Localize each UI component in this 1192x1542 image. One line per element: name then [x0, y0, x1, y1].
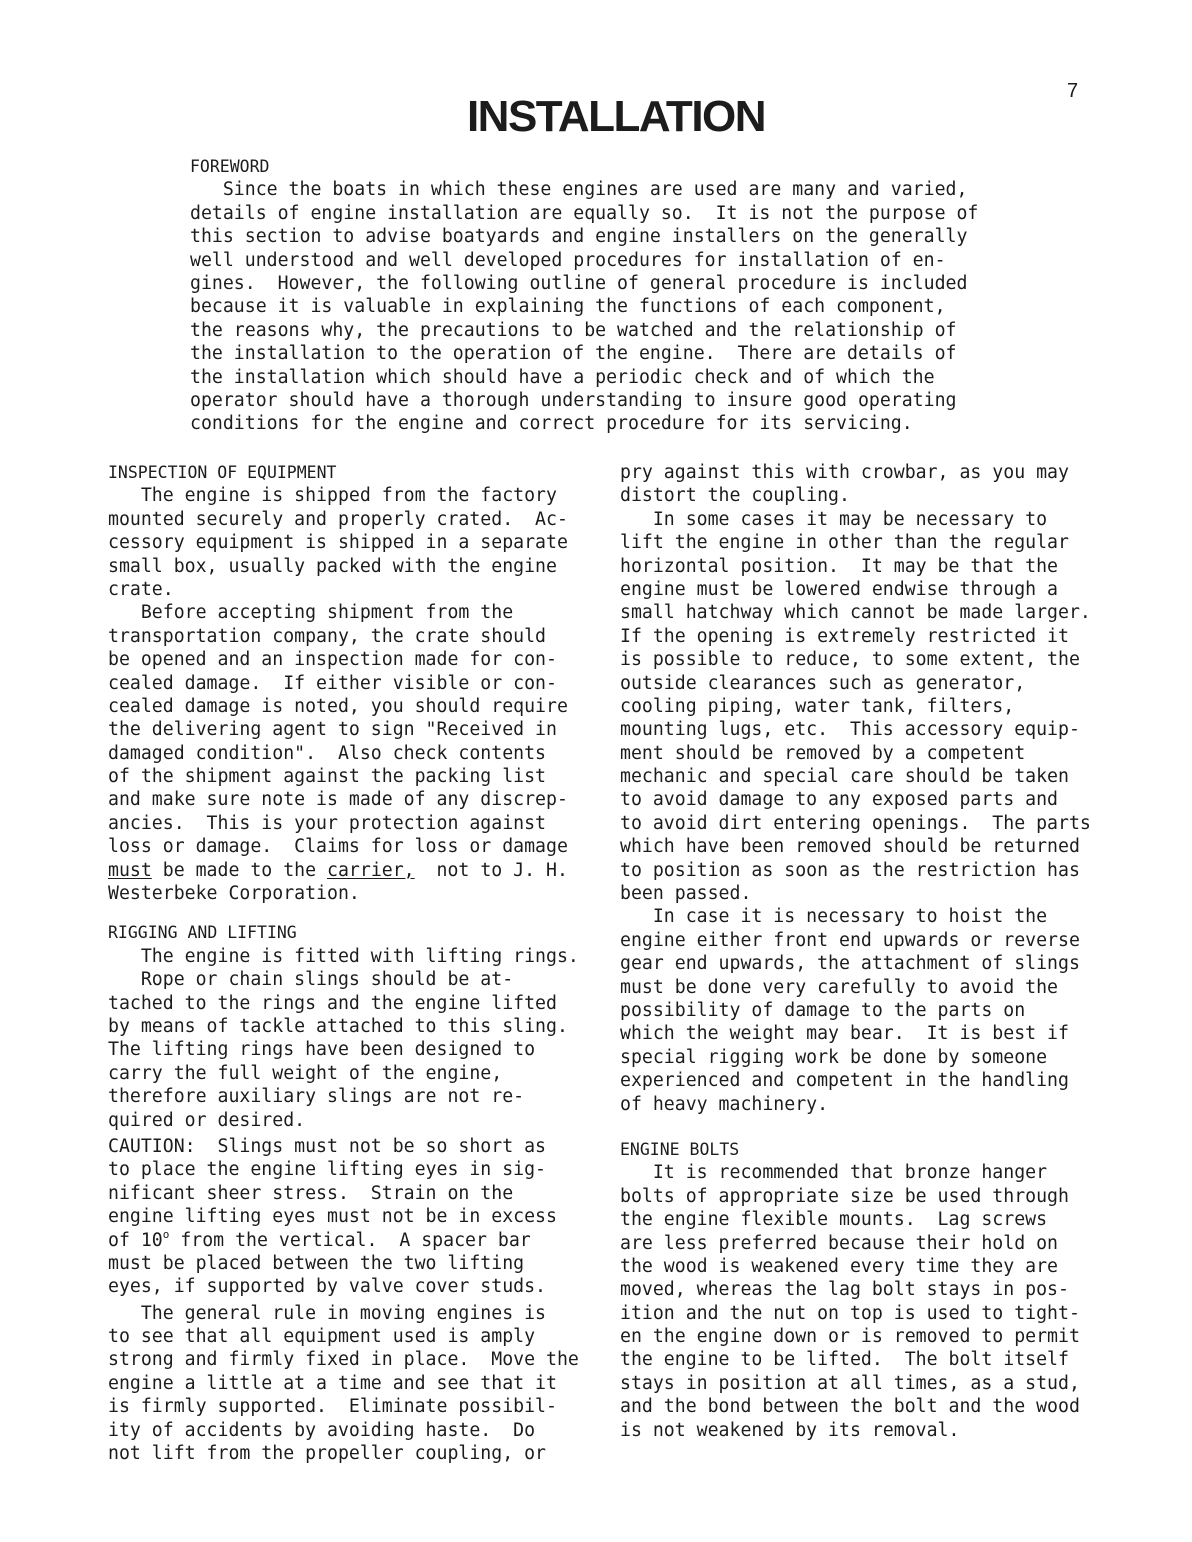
general-rule-line: engine a little at a time and see that it [108, 1372, 557, 1394]
inspection-line: mounted securely and properly crated. Ac- [108, 508, 568, 530]
foreword-line: the reasons why, the precautions to be watched and the relationship of [190, 319, 957, 341]
foreword-line: operator should have a thorough understanding to insure good operating [190, 389, 957, 411]
foreword-line: conditions for the engine and correct procedure for its servicing. [190, 413, 913, 435]
caution-line: nificant sheer stress. Strain on the [108, 1182, 514, 1204]
engine-bolts-line: stays in position at all times, as a stud, [620, 1372, 1080, 1394]
continued-line: engine must be lowered endwise through a [620, 578, 1058, 600]
foreword-heading: FOREWORD [190, 157, 270, 176]
continued-line: outside clearances such as generator, [620, 672, 1026, 694]
left-column [108, 461, 628, 1465]
foreword-line: this section to advise boatyards and engine installers on the generally [190, 226, 968, 248]
foreword-line: the installation to the operation of the engine. There are details of [190, 343, 957, 365]
inspection-heading: INSPECTION OF EQUIPMENT [108, 463, 337, 482]
inspection-line: the delivering agent to sign "Received in [108, 719, 557, 741]
engine-bolts-line: the engine to be lifted. The bolt itself [620, 1349, 1069, 1371]
general-rule-line: is firmly supported. Eliminate possibil- [108, 1396, 557, 1418]
engine-bolts-line: bolts of appropriate size be used through [620, 1185, 1069, 1207]
page-title: INSTALLATION [466, 92, 766, 141]
continued-line: horizontal position. It may be that the [620, 555, 1058, 577]
engine-bolts-line: en the engine down or is removed to permit [620, 1326, 1080, 1348]
continued-line: is possible to reduce, to some extent, the [620, 649, 1080, 671]
continued-line: cooling piping, water tank, filters, [620, 695, 1015, 717]
caution-line: must be placed between the two lifting [108, 1252, 525, 1274]
inspection-line: ancies. This is your protection against [108, 812, 546, 834]
rigging-line: tached to the rings and the engine lifted [108, 992, 557, 1014]
underlined-carrier: carrier, [327, 859, 415, 881]
continued-line: must be done very carefully to avoid the [620, 976, 1058, 998]
spacer [620, 1116, 1140, 1138]
inline-text: not to J. H. [414, 859, 568, 881]
foreword-line: Since the boats in which these engines are used are many and varied, [190, 179, 968, 201]
continued-line: In case it is necessary to hoist the [620, 906, 1048, 928]
continued-line: distort the coupling. [620, 485, 850, 507]
continued-line: which the weight may bear. It is best if [620, 1023, 1069, 1045]
continued-line: lift the engine in other than the regular [620, 532, 1069, 554]
rigging-line: therefore auxiliary slings are not re- [108, 1086, 525, 1108]
general-rule-line: The general rule in moving engines is [108, 1302, 546, 1324]
engine-bolts-line: ition and the nut on top is used to tight- [620, 1302, 1080, 1324]
caution-line: to place the engine lifting eyes in sig- [108, 1159, 546, 1181]
engine-bolts-line: are less preferred because their hold on [620, 1232, 1058, 1254]
engine-bolts-line: the engine flexible mounts. Lag screws [620, 1209, 1048, 1231]
inspection-line: Before accepting shipment from the [108, 602, 514, 624]
continued-line: In some cases it may be necessary to [620, 508, 1048, 530]
caution-line: engine lifting eyes must not be in excess [108, 1206, 557, 1228]
continued-line: gear end upwards, the attachment of slings [620, 953, 1080, 975]
inspection-line: The engine is shipped from the factory [108, 485, 557, 507]
engine-bolts-line: is not weakened by its removal. [620, 1419, 960, 1441]
inspection-line: of the shipment against the packing list [108, 766, 546, 788]
inspection-line: Westerbeke Corporation. [108, 883, 360, 905]
inspection-line: loss or damage. Claims for loss or damage [108, 836, 568, 858]
rigging-line: carry the full weight of the engine, [108, 1062, 503, 1084]
inspection-line-underlined [108, 859, 628, 882]
rigging-line: The lifting rings have been designed to [108, 1039, 536, 1061]
foreword-line: the installation which should have a periodic check and of which the [190, 366, 935, 388]
rigging-line: quired or desired. [108, 1109, 306, 1131]
continued-line: to avoid dirt entering openings. The parts [620, 812, 1091, 834]
rigging-heading: RIGGING AND LIFTING [108, 923, 297, 943]
continued-line: ment should be removed by a competent [620, 742, 1026, 764]
general-rule-line: ity of accidents by avoiding haste. Do [108, 1419, 536, 1441]
rigging-line: The engine is fitted with lifting rings. [108, 945, 579, 967]
caution-line: CAUTION: Slings must not be so short as [108, 1135, 546, 1157]
general-rule-line: to see that all equipment used is amply [108, 1326, 536, 1348]
inspection-line: be opened and an inspection made for con- [108, 649, 557, 671]
inspection-line: and make sure note is made of any discrep- [108, 789, 568, 811]
continued-line: to avoid damage to any exposed parts and [620, 789, 1058, 811]
general-rule-line: not lift from the propeller coupling, or [108, 1443, 546, 1465]
right-column [620, 461, 1140, 1442]
continued-line: to position as soon as the restriction has [620, 859, 1080, 881]
continued-line: mounting lugs, etc. This accessory equip- [620, 719, 1080, 741]
general-rule-line: strong and firmly fixed in place. Move the [108, 1349, 579, 1371]
inspection-line: cealed damage is noted, you should require [108, 695, 568, 717]
rigging-continued [620, 461, 1140, 1116]
engine-bolts-line: It is recommended that bronze hanger [620, 1162, 1048, 1184]
continued-line: If the opening is extremely restricted it [620, 625, 1069, 647]
inspection-line: cessory equipment is shipped in a separate [108, 532, 568, 554]
inspection-line: damaged condition". Also check contents [108, 742, 546, 764]
continued-line: experienced and competent in the handling [620, 1070, 1069, 1092]
rigging-line: by means of tackle attached to this sling. [108, 1015, 568, 1037]
continued-line: engine either front end upwards or reverse [620, 929, 1080, 951]
caution-degree-line [108, 1229, 628, 1252]
underlined-must: must [108, 859, 152, 881]
caution-line: eyes, if supported by valve cover studs. [108, 1276, 546, 1298]
engine-bolts-section [620, 1138, 1140, 1442]
rigging-section [108, 921, 628, 1465]
engine-bolts-line: moved, whereas the lag bolt stays in pos- [620, 1279, 1069, 1301]
continued-line: pry against this with crowbar, as you may [620, 462, 1069, 483]
inspection-section [108, 461, 628, 905]
page-number: 7 [1067, 80, 1079, 102]
inline-text: from the vertical. A spacer bar [169, 1229, 531, 1251]
inspection-line: cealed damage. If either visible or con- [108, 672, 557, 694]
engine-bolts-line: the wood is weakened every time they are [620, 1255, 1058, 1277]
foreword-line: because it is valuable in explaining the functions of each component, [190, 296, 946, 318]
engine-bolts-line: and the bond between the bolt and the wood [620, 1396, 1080, 1418]
continued-line: possibility of damage to the parts on [620, 999, 1026, 1021]
inspection-line: crate. [108, 578, 174, 600]
engine-bolts-heading: ENGINE BOLTS [620, 1139, 740, 1159]
continued-line: small hatchway which cannot be made larger. [620, 602, 1091, 624]
inline-text: of 10 [108, 1229, 163, 1251]
foreword-line: details of engine installation are equally so. It is not the purpose of [190, 202, 979, 224]
rigging-line: Rope or chain slings should be at- [108, 969, 514, 991]
foreword-line: gines. However, the following outline of general procedure is included [190, 272, 968, 294]
inline-text: be made to the [151, 859, 328, 881]
continued-line: been passed. [620, 883, 752, 905]
inspection-line: transportation company, the crate should [108, 625, 546, 647]
continued-line: of heavy machinery. [620, 1093, 829, 1115]
spacer [108, 905, 628, 921]
foreword-section [190, 155, 1050, 436]
degree-superscript: o [162, 1227, 170, 1241]
continued-line: mechanic and special care should be taken [620, 766, 1069, 788]
inspection-line: small box, usually packed with the engine [108, 555, 557, 577]
continued-line: which have been removed should be returned [620, 836, 1080, 858]
continued-line: special rigging work be done by someone [620, 1046, 1048, 1068]
foreword-line: well understood and well developed procedures for installation of en- [190, 249, 946, 271]
